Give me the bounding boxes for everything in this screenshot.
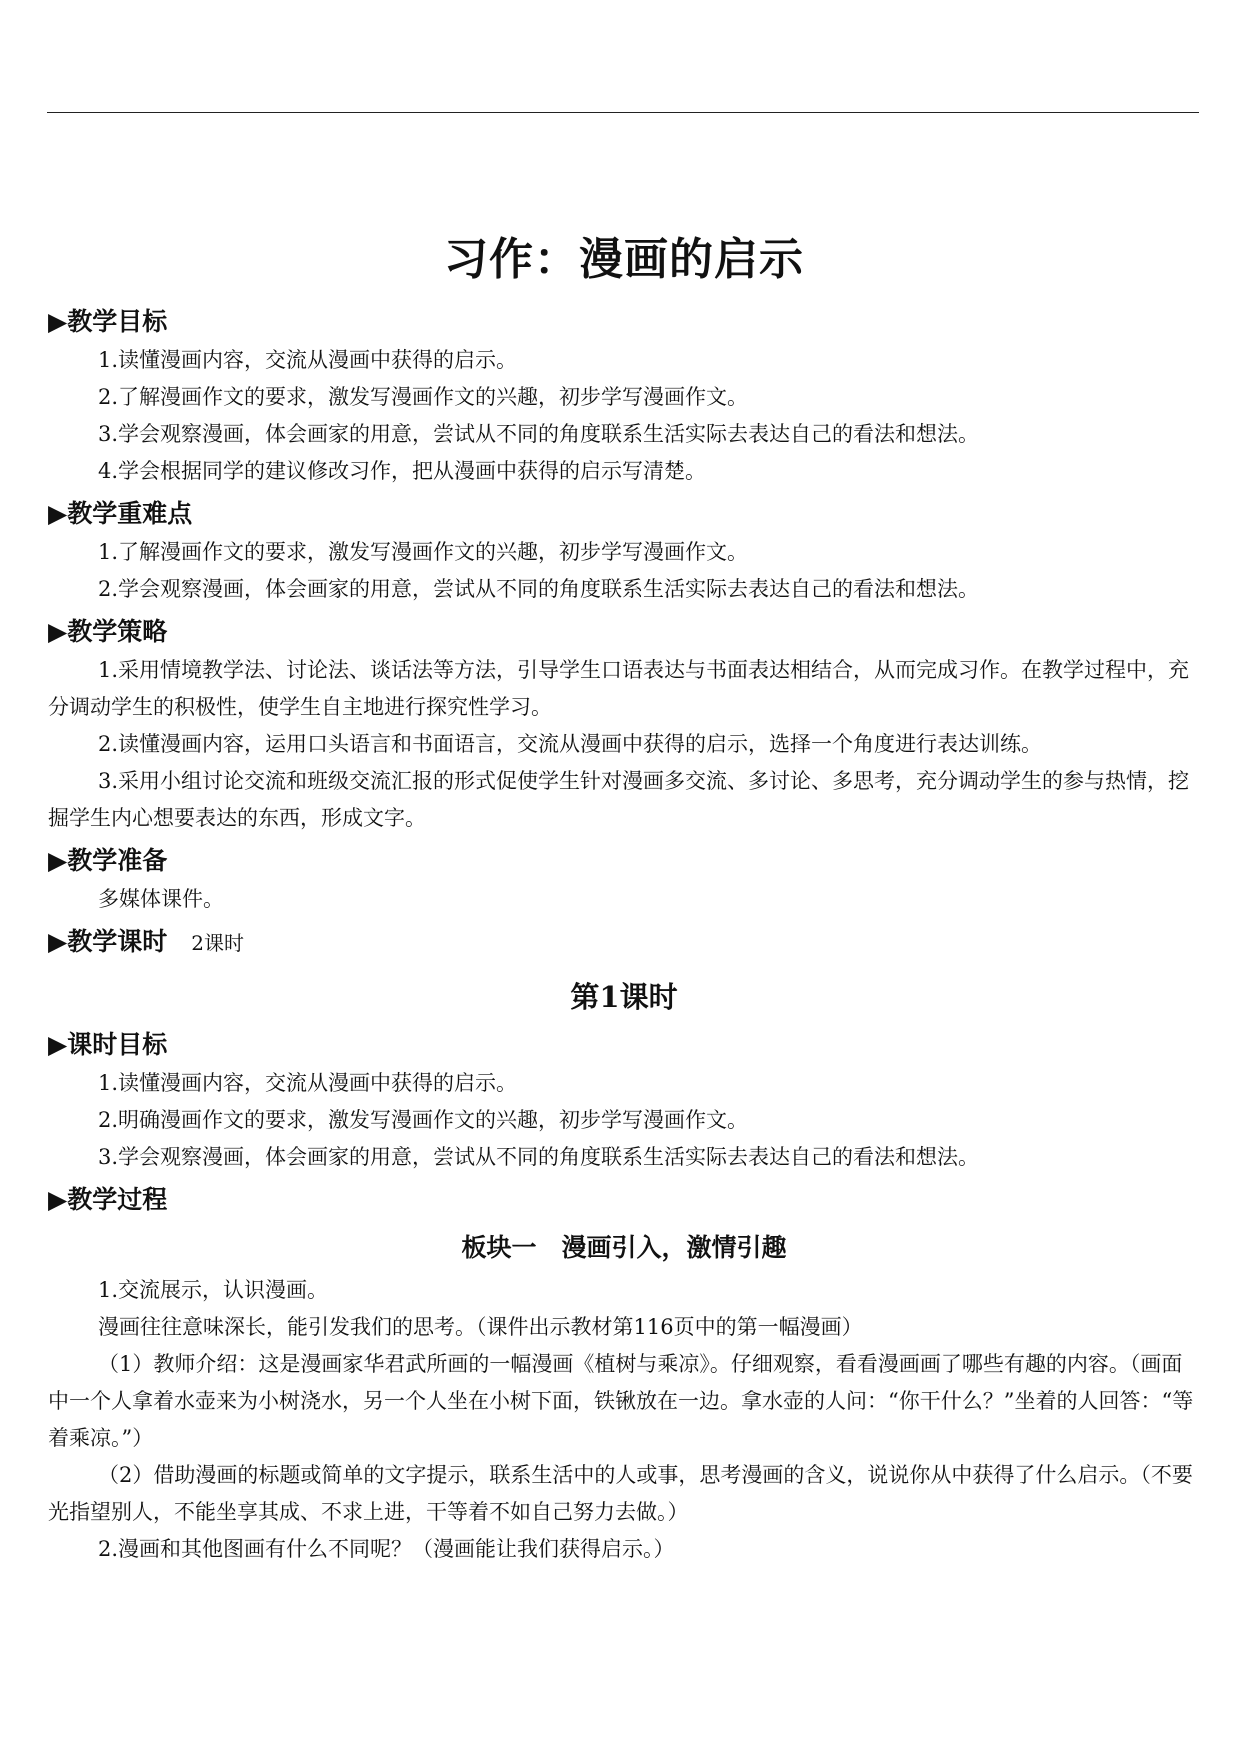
section-heading-goals: ▶教学目标	[48, 307, 168, 336]
process-paragraph: 漫画往往意味深长，能引发我们的思考。（课件出示教材第116页中的第一幅漫画）	[98, 1315, 863, 1339]
key-point-item: 2.学会观察漫画，体会画家的用意，尝试从不同的角度联系生活实际去表达自己的看法和想法。	[98, 577, 980, 601]
strategy-item: 1.采用情境教学法、讨论法、谈话法等方法，引导学生口语表达与书面表达相结合，从而完成习作。在教学过程中，充分调动学生的积极性，使学生自主地进行探究性学习。	[48, 658, 1190, 719]
lesson-goal-item: 2.明确漫画作文的要求，激发写漫画作文的兴趣，初步学写漫画作文。	[98, 1108, 749, 1132]
section-heading-hours	[48, 922, 1200, 963]
strategy-item: 2.读懂漫画内容，运用口头语言和书面语言，交流从漫画中获得的启示，选择一个角度进行表达训练。	[98, 732, 1043, 756]
section-heading-strategy: ▶教学策略	[48, 617, 168, 646]
goal-item: 1.读懂漫画内容，交流从漫画中获得的启示。	[98, 348, 518, 372]
section-heading-key-points: ▶教学重难点	[48, 499, 193, 528]
header-rule	[47, 112, 1199, 113]
key-point-item: 1.了解漫画作文的要求，激发写漫画作文的兴趣，初步学写漫画作文。	[98, 540, 749, 564]
section-heading-lesson-goals: ▶课时目标	[48, 1030, 168, 1059]
goal-item: 3.学会观察漫画，体会画家的用意，尝试从不同的角度联系生活实际去表达自己的看法和想法。	[98, 422, 980, 446]
lesson-goal-item: 1.读懂漫画内容，交流从漫画中获得的启示。	[98, 1071, 518, 1095]
hours-value: 2课时	[191, 931, 244, 955]
process-paragraph: 1.交流展示，认识漫画。	[98, 1278, 329, 1302]
document-body	[48, 224, 1200, 1568]
strategy-item: 3.采用小组讨论交流和班级交流汇报的形式促使学生针对漫画多交流、多讨论、多思考，充分调动学生的参与热情，挖掘学生内心想要表达的东西，形成文字。	[48, 769, 1190, 830]
preparation-text: 多媒体课件。	[98, 887, 224, 911]
process-paragraph: （1）教师介绍：这是漫画家华君武所画的一幅漫画《植树与乘凉》。仔细观察，看看漫画画了哪些有趣的内容。（画面中一个人拿着水壶来为小树浇水，另一个人坐在小树下面，铁锹放在一边。拿水壶的人问：“你干什么？”坐着的人回答：“等着乘凉。”）	[48, 1352, 1194, 1450]
hours-label: ▶教学课时	[48, 927, 168, 956]
section-heading-preparation: ▶教学准备	[48, 846, 168, 875]
goal-item: 2.了解漫画作文的要求，激发写漫画作文的兴趣，初步学写漫画作文。	[98, 385, 749, 409]
lesson-title: 第1课时	[570, 980, 678, 1014]
lesson-goal-item: 3.学会观察漫画，体会画家的用意，尝试从不同的角度联系生活实际去表达自己的看法和想法。	[98, 1145, 980, 1169]
goal-item: 4.学会根据同学的建议修改习作，把从漫画中获得的启示写清楚。	[98, 459, 707, 483]
process-paragraph: （2）借助漫画的标题或简单的文字提示，联系生活中的人或事，思考漫画的含义，说说你从中获得了什么启示。（不要光指望别人，不能坐享其成、不求上进，干等着不如自己努力去做。）	[48, 1463, 1193, 1524]
block-title: 板块一 漫画引入，激情引趣	[461, 1233, 787, 1262]
section-heading-process: ▶教学过程	[48, 1185, 168, 1214]
page-title: 习作：漫画的启示	[444, 234, 804, 285]
process-paragraph: 2.漫画和其他图画有什么不同呢？（漫画能让我们获得启示。）	[98, 1537, 675, 1561]
